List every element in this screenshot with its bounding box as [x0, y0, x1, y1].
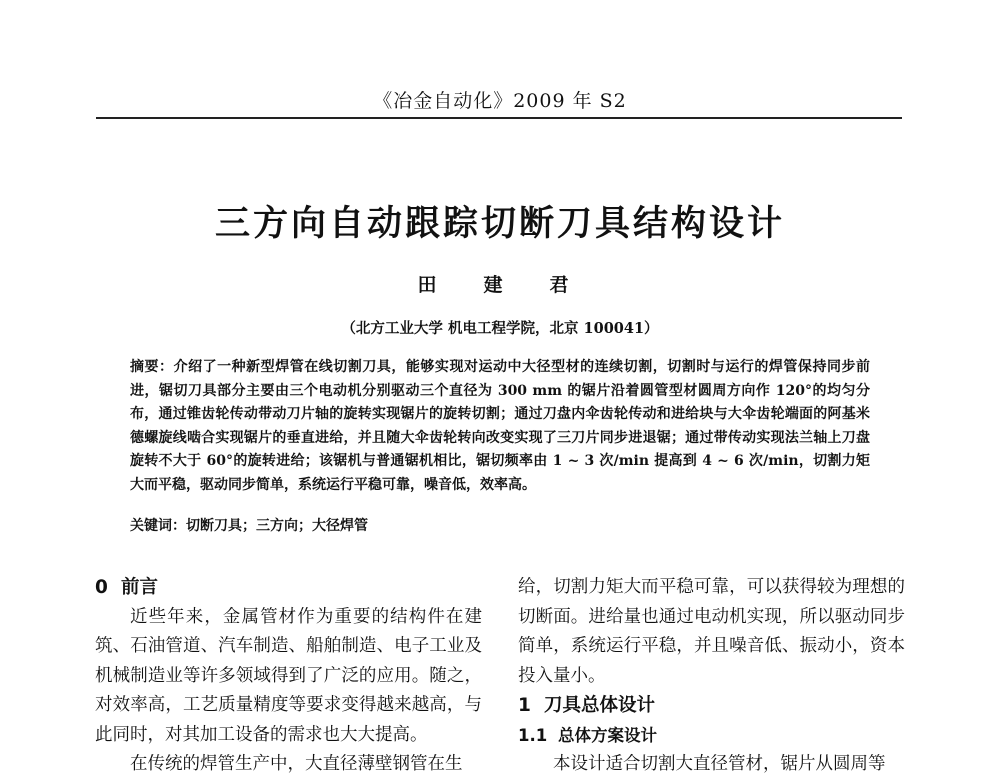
keywords-text: 切断刀具；三方向；大径焊管 [186, 518, 368, 534]
journal-header: 《冶金自动化》2009 年 S2 [373, 90, 627, 112]
subsection-number: 1.1 [518, 725, 548, 745]
body-paragraph-continued: 给，切割力矩大而平稳可靠，可以获得较为理想的切断面。进给量也通过电动机实现，所以驱动同步简单，系统运行平稳，并且噪音低、振动小，资本投入量小。 [518, 577, 905, 686]
section-heading-introduction [95, 573, 482, 603]
header-rule [96, 117, 902, 119]
section-title: 刀具总体设计 [544, 695, 656, 716]
body-paragraph: 本设计适合切割大直径管材，锯片从圆周等 [553, 754, 886, 774]
article-title: 三方向自动跟踪切断刀具结构设计 [214, 204, 785, 244]
section-number: 0 [95, 577, 108, 598]
author-affiliation: （北方工业大学 机电工程学院，北京 100041） [341, 320, 659, 337]
author-name: 田 建 君 [417, 274, 583, 296]
right-column [518, 573, 905, 780]
abstract-label: 摘要： [130, 359, 174, 375]
body-paragraph: 近些年来，金属管材作为重要的结构件在建筑、石油管道、汽车制造、船舶制造、电子工业及机械制造业等许多领域得到了广泛的应用。随之，对效率高，工艺质量精度等要求变得越来越高，与此同时，对其加工设备的需求也大大提高。 [95, 606, 482, 745]
section-number: 1 [518, 695, 531, 716]
keywords-label: 关键词： [130, 518, 186, 534]
keywords [130, 515, 870, 535]
subsection-title: 总体方案设计 [558, 725, 657, 745]
body-paragraph: 在传统的焊管生产中，大直径薄壁钢管在生 [130, 754, 463, 774]
section-title: 前言 [121, 577, 159, 598]
section-heading-overall-design [518, 691, 905, 721]
abstract-text: 介绍了一种新型焊管在线切割刀具，能够实现对运动中大径型材的连续切割，切割时与运行的焊管保持同步前进，锯切刀具部分主要由三个电动机分别驱动三个直径为 300 mm 的锯片沿着圆管型材圆周方向作 120°的均匀分布，通过锥齿轮传动带动刀片轴的旋转实现锯片的旋转切割；通过刀盘内伞齿轮传动和进给块与大伞齿轮端面的阿基米德螺旋线啮合实现锯片的垂直进给，并且随大伞齿轮转向改变实现了三刀片同步进退锯；通过带传动实现法兰轴上刀盘旋转不大于 60°的旋转进给；该锯机与普通锯机相比，锯切频率由 1 ~ 3 次/min 提高到 4 ~ 6 次/min，切割力矩大而平稳，驱动同步简单，系统运行平稳可靠，噪音低，效率高。 [130, 359, 870, 493]
left-column [95, 573, 482, 780]
subsection-heading-scheme [518, 721, 905, 751]
abstract [130, 356, 870, 498]
